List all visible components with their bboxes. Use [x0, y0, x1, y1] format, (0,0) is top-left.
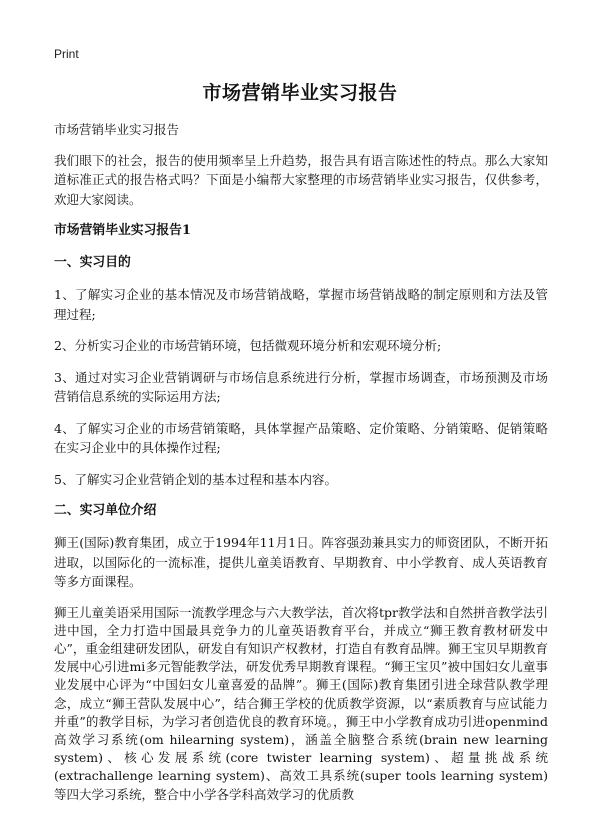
company-paragraph: 狮王(国际)教育集团，成立于1994年11月1日。阵容强劲兼具实力的师资团队，不断开拓进取，以国际化的一流标准，提供儿童美语教育、早期教育、中小学教育、成人英语教育等多方面课程。: [54, 535, 548, 589]
section-heading-purpose: 一、实习目的: [54, 255, 131, 270]
purpose-item: 1、了解实习企业的基本情况及市场营销战略，掌握市场营销战略的制定原则和方法及管理过程;: [54, 287, 548, 322]
purpose-item: 5、了解实习企业营销企划的基本过程和基本内容。: [54, 471, 337, 487]
document-body: [54, 120, 548, 816]
purpose-item: 2、分析实习企业的市场营销环境，包括微观环境分析和宏观环境分析;: [54, 338, 442, 353]
print-link[interactable]: Print: [54, 47, 79, 61]
purpose-item: 4、了解实习企业的市场营销策略，具体掌握产品策略、定价策略、分销策略、促销策略在实习企业中的具体操作过程;: [54, 420, 548, 455]
purpose-item: 3、通过对实习企业营销调研与市场信息系统进行分析，掌握市场调查，市场预测及市场营销信息系统的实际运用方法;: [54, 369, 548, 404]
page-title: 市场营销毕业实习报告: [202, 82, 398, 104]
section-heading-company: 二、实习单位介绍: [54, 503, 157, 518]
report-heading: 市场营销毕业实习报告1: [54, 223, 191, 238]
company-paragraph: 狮王儿童美语采用国际一流教学理念与六大教学法，首次将tpr教学法和自然拼音教学法引进中国，全力打造中国最具竞争力的儿童英语教育平台，并成立“狮王教育教材研发中心”，重金组建研发团队，研发自有知识产权教材，打造自有教育品牌。狮王宝贝早期教育发展中心引进mi多元智能教学法，研发优秀早期教育课程。“狮王宝贝”被中国妇女儿童事业发展中心评为“中国妇女儿童喜爱的品牌”。狮王(国际)教育集团引进全球营队教学理念，成立“狮王营队发展中心”，结合狮王学校的优质教学资源，以“素质教育与应试能力并重”的教学目标，为学习者创造优良的教育环境。，狮王中小学教育成功引进openmind高效学习系统(om hilearning system)，涵盖全脑整合系统(brain new learning system)、核心发展系统(core twister learning system)、超量挑战系统(extrachallenge learning system)、高效工具系统(super tools learning system)等四大学习系统，整合中小学各学科高效学习的优质教: [54, 604, 549, 802]
intro-paragraph: 我们眼下的社会，报告的使用频率呈上升趋势，报告具有语言陈述性的特点。那么大家知道标准正式的报告格式吗？下面是小编帮大家整理的市场营销毕业实习报告，仅供参考，欢迎大家阅读。: [54, 152, 548, 207]
document-subtitle: 市场营销毕业实习报告: [54, 122, 180, 137]
